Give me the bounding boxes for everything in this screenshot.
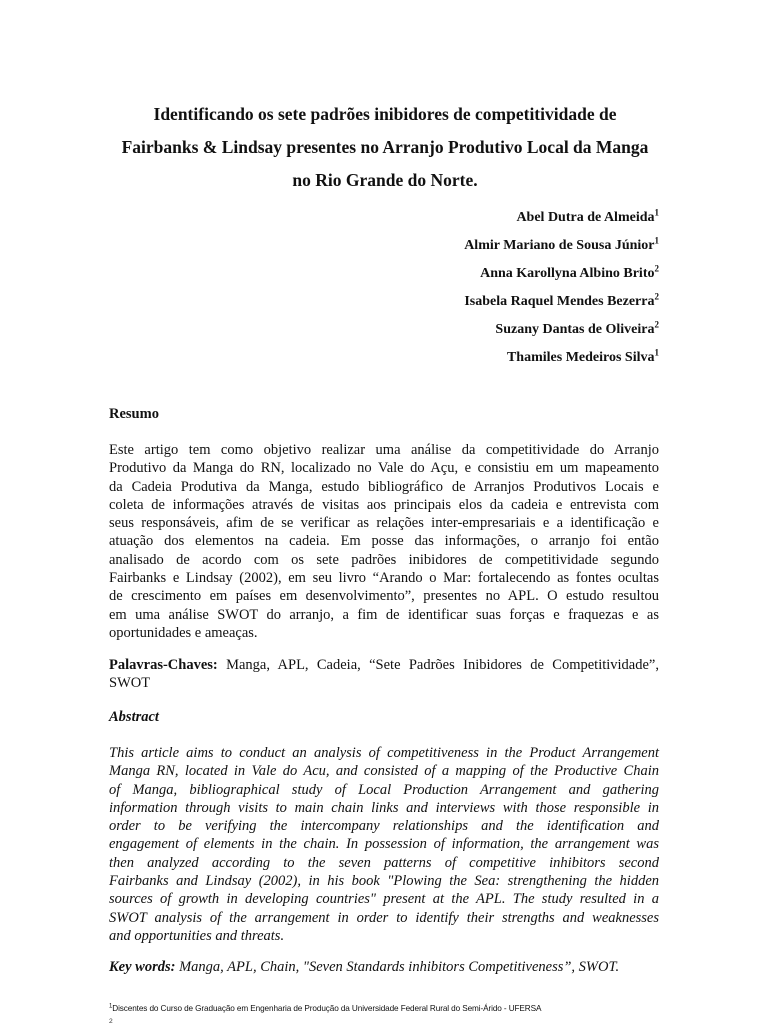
abstract-line: Fairbanks and Lindsay (2002), in his book "Plowing the Sea: strengthening the hidden: [109, 873, 659, 890]
author-name: Isabela Raquel Mendes Bezerra: [464, 294, 655, 309]
keywords-portuguese: [109, 656, 659, 693]
abstract-line: Manga RN, located in Vale do Acu, and consisted of a mapping of the Productive Chain: [109, 763, 659, 780]
affiliation-mark: 1: [654, 207, 659, 218]
resumo-line: da Cadeia Produtiva da Manga, estudo bibliográfico de Arranjos Produtivos Locais e: [109, 478, 659, 495]
keywords-text: Manga, APL, Chain, "Seven Standards inhibitors Competitiveness”, SWOT.: [175, 959, 620, 975]
title-line: no Rio Grande do Norte.: [292, 170, 478, 190]
resumo-line: atuação dos elementos na cadeia. Em posse das informações, o arranjo foi então: [109, 533, 659, 550]
abstract-line: order to be verifying the intercompany relationships and the identification and: [109, 818, 659, 835]
footnote-second: [109, 1017, 113, 1030]
resumo-heading: Resumo: [109, 406, 159, 422]
resumo-line: em uma análise SWOT do arranjo, a fim de identificar suas forças e fraquezas e as: [109, 606, 659, 623]
abstract-line: of Manga, bibliographical study of Local Production Arrangement and gathering: [109, 781, 659, 798]
footnote-mark: 1: [109, 1003, 113, 1010]
resumo-line: Produtivo da Manga do RN, localizado no Vale do Açu, e consistiu em um mapeamento: [109, 460, 659, 477]
affiliation-mark: 2: [654, 291, 659, 302]
footnote-text: Discentes do Curso de Graduação em Engenharia de Produção da Universidade Federal Rural do Semi-Árido - UFERSA: [112, 1004, 542, 1013]
abstract-line: engagement of elements in the chain. In possession of information, the arrangement was: [109, 836, 659, 853]
title-line: Identificando os sete padrões inibidores de competitividade de: [153, 104, 617, 124]
keywords-english: [109, 958, 659, 976]
resumo-line: oportunidades e ameaças.: [109, 624, 258, 641]
author-entry: [464, 316, 659, 344]
keywords-label: Key words:: [109, 959, 176, 975]
author-name: Almir Mariano de Sousa Júnior: [464, 238, 655, 253]
author-name: Anna Karollyna Albino Brito: [480, 266, 655, 281]
abstract-line: This article aims to conduct an analysis of competitiveness in the Product Arrangement: [109, 745, 659, 761]
author-entry: [464, 204, 659, 232]
author-list: [464, 204, 659, 372]
footnote: [109, 1003, 541, 1014]
affiliation-mark: 2: [654, 263, 659, 274]
resumo-line: seus responsáveis, afim de se verificar as relações inter-empresariais e a identificação e: [109, 515, 659, 532]
author-entry: [464, 344, 659, 372]
abstract-line: and opportunities and threats.: [109, 927, 285, 944]
affiliation-mark: 1: [654, 235, 659, 246]
paper-title: [100, 98, 670, 197]
resumo-line: de crescimento em países em desenvolvimento”, presentes no APL. O estudo resultou: [109, 588, 659, 605]
title-line: Fairbanks & Lindsay presentes no Arranjo Produtivo Local da Manga: [121, 137, 649, 157]
author-name: Abel Dutra de Almeida: [516, 210, 655, 225]
author-name: Thamiles Medeiros Silva: [506, 350, 655, 365]
keywords-text: SWOT: [109, 675, 151, 692]
resumo-paragraph: [109, 441, 659, 642]
resumo-line: Este artigo tem como objetivo realizar uma análise da competitividade do Arranjo: [109, 442, 659, 458]
keywords-label: Palavras-Chaves:: [109, 657, 218, 673]
abstract-line: SWOT analysis of the arrangement in order to identify their strengths and weaknesses: [109, 909, 659, 926]
affiliation-mark: 2: [654, 319, 659, 330]
abstract-paragraph: [109, 744, 659, 945]
keywords-text: Manga, APL, Cadeia, “Sete Padrões Inibidores de Competitividade”,: [217, 657, 659, 673]
author-name: Suzany Dantas de Oliveira: [495, 322, 655, 337]
abstract-line: then analyzed according to the seven patterns of competitive inhibitors second: [109, 854, 659, 871]
author-entry: [464, 232, 659, 260]
affiliation-mark: 1: [654, 347, 659, 358]
author-entry: [464, 260, 659, 288]
resumo-line: analisado de acordo com os sete padrões inibidores de competitividade segundo: [109, 551, 659, 568]
resumo-line: coleta de informações através de visitas aos principais elos da cadeia e entrevista com: [109, 496, 659, 513]
footnote-mark: 2: [109, 1018, 113, 1025]
author-entry: [464, 288, 659, 316]
abstract-line: information through visits to main chain links and interviews with those responsible in: [109, 799, 659, 816]
abstract-line: sources of growth in developing countries" present at the APL. The study resulted in a: [109, 891, 659, 908]
abstract-heading: Abstract: [109, 709, 159, 725]
resumo-line: Fairbanks e Lindsay (2002), em seu livro “Arando o Mar: fortalecendo as fontes ocultas: [109, 570, 659, 587]
